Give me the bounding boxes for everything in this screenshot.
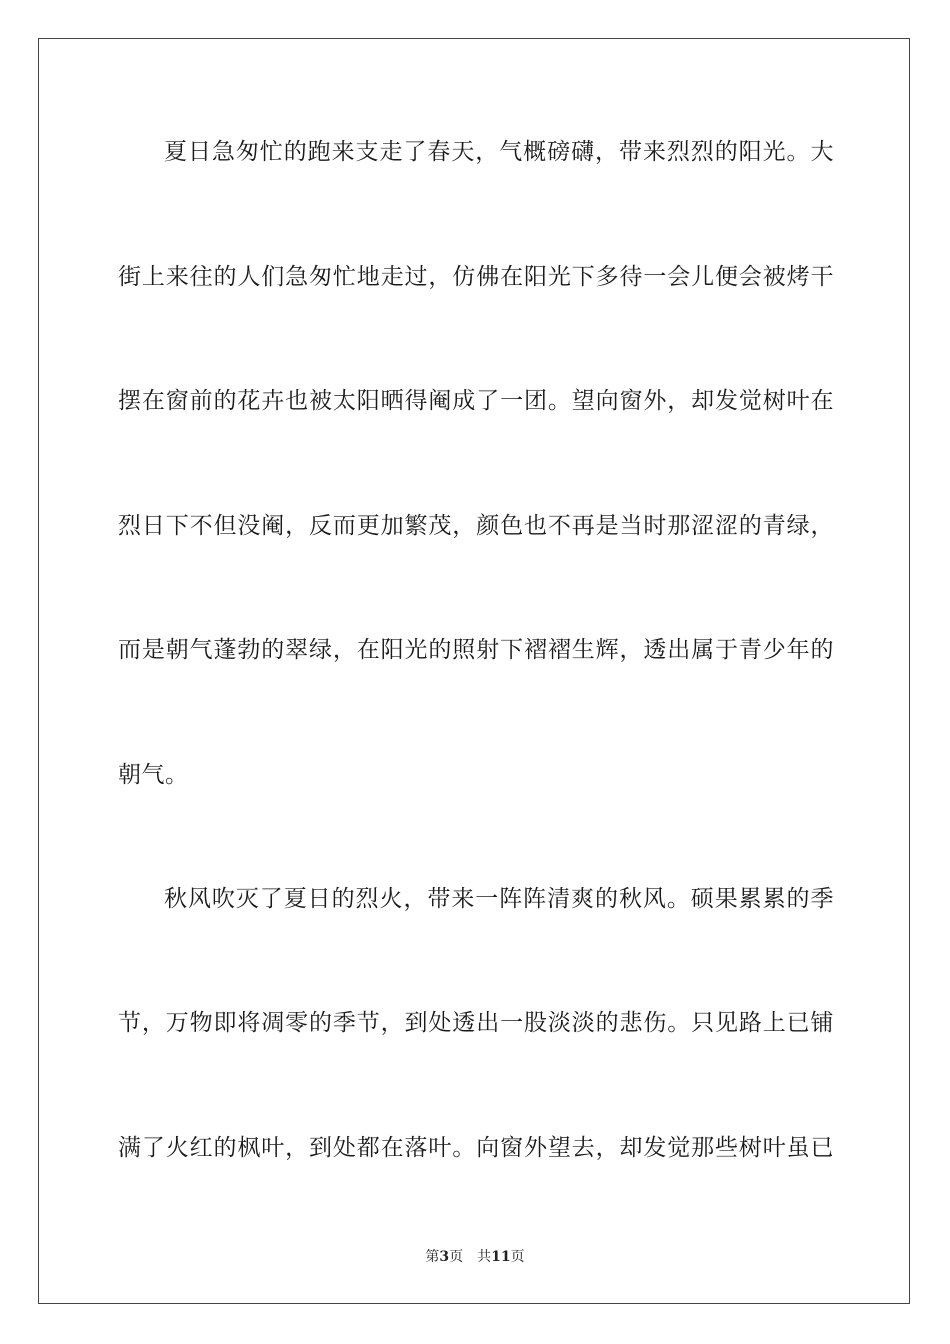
paragraph-1-line-3: 摆在窗前的花卉也被太阳晒得阉成了一团。望向窗外，却发觉树叶在 [118, 388, 834, 414]
paragraph-1-line-4: 烈日下不但没阉，反而更加繁茂，颜色也不再是当时那涩涩的青绿， [118, 513, 834, 539]
total-pages: 11 [491, 1249, 511, 1265]
page-suffix: 页 [449, 1249, 464, 1265]
paragraph-2-line-2: 节，万物即将凋零的季节，到处透出一股淡淡的悲伤。只见路上已铺 [118, 1010, 834, 1036]
total-prefix: 共 [477, 1249, 492, 1265]
page-footer [0, 1248, 950, 1266]
paragraph-1-line-5: 而是朝气蓬勃的翠绿，在阳光的照射下褶褶生辉，透出属于青少年的 [118, 637, 834, 663]
page-number: 3 [439, 1249, 450, 1265]
total-suffix: 页 [510, 1249, 525, 1265]
page-border [38, 38, 910, 1304]
paragraph-1-line-1: 夏日急匆忙的跑来支走了春天，气概磅礴，带来烈烈的阳光。大 [164, 139, 834, 165]
paragraph-2-line-1: 秋风吹灭了夏日的烈火，带来一阵阵清爽的秋风。硕果累累的季 [164, 886, 834, 912]
paragraph-1-line-2: 街上来往的人们急匆忙地走过，仿佛在阳光下多待一会儿便会被烤干 [118, 264, 834, 290]
paragraph-1-line-6: 朝气。 [118, 762, 189, 788]
paragraph-2-line-3: 满了火红的枫叶，到处都在落叶。向窗外望去，却发觉那些树叶虽已 [118, 1135, 834, 1161]
page-prefix: 第 [425, 1249, 440, 1265]
